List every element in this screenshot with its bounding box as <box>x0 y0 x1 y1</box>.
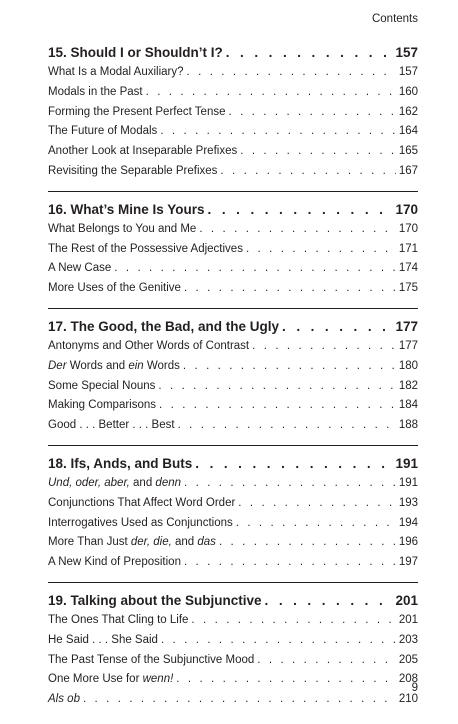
entry-title: Good . . . Better . . . Best <box>48 419 175 432</box>
dot-leader <box>161 631 396 651</box>
toc-entry[interactable] <box>48 103 418 123</box>
entry-title: Forming the Present Perfect Tense <box>48 105 226 118</box>
entry-title: Als ob <box>48 693 80 706</box>
dot-leader <box>178 416 396 436</box>
entry-page-number: 177 <box>398 339 418 352</box>
running-header: Contents <box>371 13 418 25</box>
entry-title: Modals in the Past <box>48 85 143 98</box>
dot-leader <box>199 220 395 240</box>
chapter-title: 17. The Good, the Bad, and the Ugly <box>48 318 280 334</box>
entry-page-number: 165 <box>398 145 418 158</box>
toc-chapter-heading[interactable] <box>48 318 418 336</box>
entry-title: More Than Just der, die, and das <box>48 536 216 549</box>
toc-entry[interactable] <box>48 122 418 142</box>
dot-leader <box>219 533 396 553</box>
entry-page-number: 167 <box>398 164 418 177</box>
toc-chapter-section <box>48 445 418 582</box>
toc-chapter-heading[interactable] <box>48 455 418 473</box>
entry-page-number: 210 <box>398 693 418 706</box>
dot-leader <box>159 396 396 416</box>
dot-leader <box>257 651 396 671</box>
toc-entry[interactable] <box>48 416 418 436</box>
toc-entry[interactable] <box>48 240 418 260</box>
dot-leader <box>183 357 396 377</box>
toc-entry[interactable] <box>48 514 418 534</box>
toc-chapter-section <box>48 44 418 191</box>
dot-leader <box>238 494 396 514</box>
entry-page-number: 170 <box>398 222 418 235</box>
toc-chapter-heading[interactable] <box>48 44 418 62</box>
entry-page-number: 171 <box>398 242 418 255</box>
entry-page-number: 193 <box>398 496 418 509</box>
entry-title: The Ones That Cling to Life <box>48 613 189 626</box>
entry-title: Der Words and ein Words <box>48 359 180 372</box>
toc-entry[interactable] <box>48 377 418 397</box>
toc-entry[interactable] <box>48 357 418 377</box>
chapter-page-number: 201 <box>395 592 418 608</box>
entry-title: Interrogatives Used as Conjunctions <box>48 516 233 529</box>
entry-title: Some Special Nouns <box>48 379 156 392</box>
toc-chapter-heading[interactable] <box>48 201 418 219</box>
entry-title: He Said . . . She Said <box>48 633 158 646</box>
toc-chapter-section <box>48 191 418 308</box>
dot-leader <box>229 103 396 123</box>
dot-leader <box>187 63 396 83</box>
entry-page-number: 203 <box>398 633 418 646</box>
toc-entry[interactable] <box>48 259 418 279</box>
entry-page-number: 182 <box>398 379 418 392</box>
entry-page-number: 205 <box>398 653 418 666</box>
entry-page-number: 191 <box>398 476 418 489</box>
dot-leader <box>184 279 396 299</box>
toc-entry[interactable] <box>48 494 418 514</box>
entry-page-number: 175 <box>398 282 418 295</box>
entry-page-number: 188 <box>398 419 418 432</box>
entry-title: One More Use for wenn! <box>48 673 174 686</box>
entry-page-number: 201 <box>398 613 418 626</box>
toc-entry[interactable] <box>48 63 418 83</box>
chapter-page-number: 191 <box>395 455 418 471</box>
toc-entry[interactable] <box>48 337 418 357</box>
dot-leader <box>236 514 396 534</box>
dot-leader <box>184 474 396 494</box>
toc-chapter-section <box>48 308 418 445</box>
chapter-title: 18. Ifs, Ands, and Buts <box>48 455 193 471</box>
entry-page-number: 174 <box>398 262 418 275</box>
toc-entry[interactable] <box>48 651 418 671</box>
chapter-page-number: 170 <box>395 201 418 217</box>
toc-entry[interactable] <box>48 611 418 631</box>
dot-leader <box>184 553 396 573</box>
toc-entry[interactable] <box>48 142 418 162</box>
entry-page-number: 160 <box>398 85 418 98</box>
chapter-title: 19. Talking about the Subjunctive <box>48 592 262 608</box>
dot-leader <box>191 611 395 631</box>
entry-page-number: 157 <box>398 66 418 78</box>
dot-leader <box>176 670 396 690</box>
dot-leader <box>158 377 395 397</box>
dot-leader <box>246 240 396 260</box>
toc-entry[interactable] <box>48 162 418 182</box>
toc-entry[interactable] <box>48 396 418 416</box>
entry-title: The Future of Modals <box>48 125 158 138</box>
dot-leader <box>226 44 393 62</box>
dot-leader <box>282 318 392 336</box>
toc-entry[interactable] <box>48 631 418 651</box>
toc-entry[interactable] <box>48 279 418 299</box>
entry-page-number: 164 <box>398 125 418 138</box>
page-number: 9 <box>411 682 418 694</box>
entry-title: Antonyms and Other Words of Contrast <box>48 339 250 352</box>
entry-title: More Uses of the Genitive <box>48 282 181 295</box>
entry-title: Another Look at Inseparable Prefixes <box>48 145 238 158</box>
dot-leader <box>114 259 396 279</box>
table-of-contents <box>48 44 418 719</box>
dot-leader <box>195 455 392 473</box>
entry-page-number: 194 <box>398 516 418 529</box>
entry-title: What Belongs to You and Me <box>48 222 197 235</box>
toc-entry[interactable] <box>48 83 418 103</box>
entry-title: A New Kind of Preposition <box>48 556 181 569</box>
chapter-title: 15. Should I or Shouldn’t I? <box>48 45 223 60</box>
toc-chapter-section <box>48 582 418 719</box>
toc-entry[interactable] <box>48 553 418 573</box>
chapter-title: 16. What’s Mine Is Yours <box>48 201 205 217</box>
entry-title: What Is a Modal Auxiliary? <box>48 66 184 78</box>
toc-entry[interactable] <box>48 670 418 690</box>
toc-entry[interactable] <box>48 474 418 494</box>
chapter-page-number: 177 <box>395 318 418 334</box>
entry-title: Conjunctions That Affect Word Order <box>48 496 236 509</box>
entry-title: Making Comparisons <box>48 399 157 412</box>
entry-title: Und, oder, aber, and denn <box>48 476 182 489</box>
entry-page-number: 197 <box>398 556 418 569</box>
dot-leader <box>83 690 396 710</box>
entry-page-number: 180 <box>398 359 418 372</box>
toc-chapter-heading[interactable] <box>48 592 418 610</box>
chapter-page-number: 157 <box>395 45 418 60</box>
toc-entry[interactable] <box>48 533 418 553</box>
entry-title: Revisiting the Separable Prefixes <box>48 164 218 177</box>
dot-leader <box>208 201 393 219</box>
entry-page-number: 162 <box>398 105 418 118</box>
toc-entry[interactable] <box>48 690 418 710</box>
entry-page-number: 184 <box>398 399 418 412</box>
dot-leader <box>160 122 396 142</box>
dot-leader <box>220 162 395 182</box>
dot-leader <box>252 337 396 357</box>
dot-leader <box>265 592 393 610</box>
entry-page-number: 208 <box>398 673 418 686</box>
entry-title: The Past Tense of the Subjunctive Mood <box>48 653 255 666</box>
entry-title: The Rest of the Possessive Adjectives <box>48 242 243 255</box>
entry-title: A New Case <box>48 262 112 275</box>
dot-leader <box>240 142 396 162</box>
dot-leader <box>146 83 396 103</box>
entry-page-number: 196 <box>398 536 418 549</box>
toc-entry[interactable] <box>48 220 418 240</box>
